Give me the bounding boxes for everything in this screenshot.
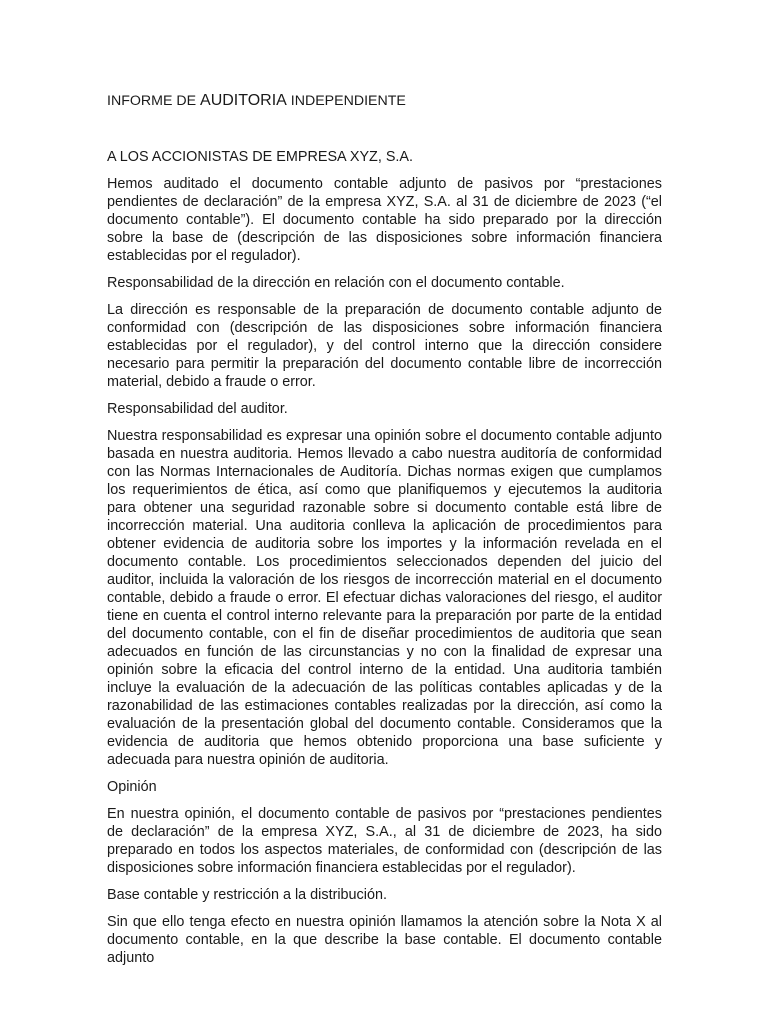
document-title xyxy=(107,92,406,110)
management-responsibility-paragraph: La dirección es responsable de la preparación de documento contable adjunto de conformidad con (descripción de las disposiciones sobre información financiera establecidas por el regulador), y del control interno que la dirección considere necesario para permitir la preparación del documento contable libre de incorrección material, debido a fraude o error. xyxy=(107,302,662,390)
basis-heading: Base contable y restricción a la distribución. xyxy=(107,887,387,903)
title-emphasis: AUDITORIA xyxy=(200,92,287,109)
document-body xyxy=(107,148,662,976)
opinion-heading: Opinión xyxy=(107,779,157,795)
auditor-responsibility-paragraph: Nuestra responsabilidad es expresar una opinión sobre el documento contable adjunto basada en nuestra auditoria. Hemos llevado a cabo nuestra auditoría de conformidad con las Normas Internacionales de Auditoría. Dichas normas exigen que cumplamos los requerimientos de ética, así como que planifiquemos y ejecutemos la auditoria para obtener una seguridad razonable sobre si documento contable está libre de incorrección material. Una auditoria conlleva la aplicación de procedimientos para obtener evidencia de auditoria sobre los importes y la información revelada en el documento contable. Los procedimientos seleccionados dependen del juicio del auditor, incluida la valoración de los riesgos de incorrección material en el documento contable, debido a fraude o error. El efectuar dichas valoraciones del riesgo, el auditor tiene en cuenta el control interno relevante para la preparación por parte de la entidad del documento contable, con el fin de diseñar procedimientos de auditoria que sean adecuados en función de las circunstancias y no con la finalidad de expresar una opinión sobre la eficacia del control interno de la entidad. Una auditoria también incluye la evaluación de la adecuación de las políticas contables aplicadas y de la razonabilidad de las estimaciones contables realizadas por la dirección, así como la evaluación de la presentación global del documento contable. Consideramos que la evidencia de auditoria que hemos obtenido proporciona una base suficiente y adecuada para nuestra opinión de auditoria. xyxy=(107,428,662,768)
basis-paragraph: Sin que ello tenga efecto en nuestra opinión llamamos la atención sobre la Nota X al documento contable, en la que describe la base contable. El documento contable adjunto xyxy=(107,914,662,966)
addressee: A LOS ACCIONISTAS DE EMPRESA XYZ, S.A. xyxy=(107,149,414,165)
management-responsibility-heading: Responsabilidad de la dirección en relación con el documento contable. xyxy=(107,275,565,291)
title-prefix: INFORME DE xyxy=(107,93,201,109)
opinion-paragraph: En nuestra opinión, el documento contable de pasivos por “prestaciones pendientes de declaración” de la empresa XYZ, S.A., al 31 de diciembre de 2023, ha sido preparado en todos los aspectos materiales, de conformidad con (descripción de las disposiciones sobre información financiera establecidas por el regulador). xyxy=(107,806,662,876)
intro-paragraph: Hemos auditado el documento contable adjunto de pasivos por “prestaciones pendientes de declaración” de la empresa XYZ, S.A. al 31 de diciembre de 2023 (“el documento contable”). El documento contable ha sido preparado por la dirección sobre la base de (descripción de las disposiciones sobre información financiera establecidas por el regulador). xyxy=(107,176,662,264)
title-suffix: INDEPENDIENTE xyxy=(286,93,406,109)
auditor-responsibility-heading: Responsabilidad del auditor. xyxy=(107,401,288,417)
